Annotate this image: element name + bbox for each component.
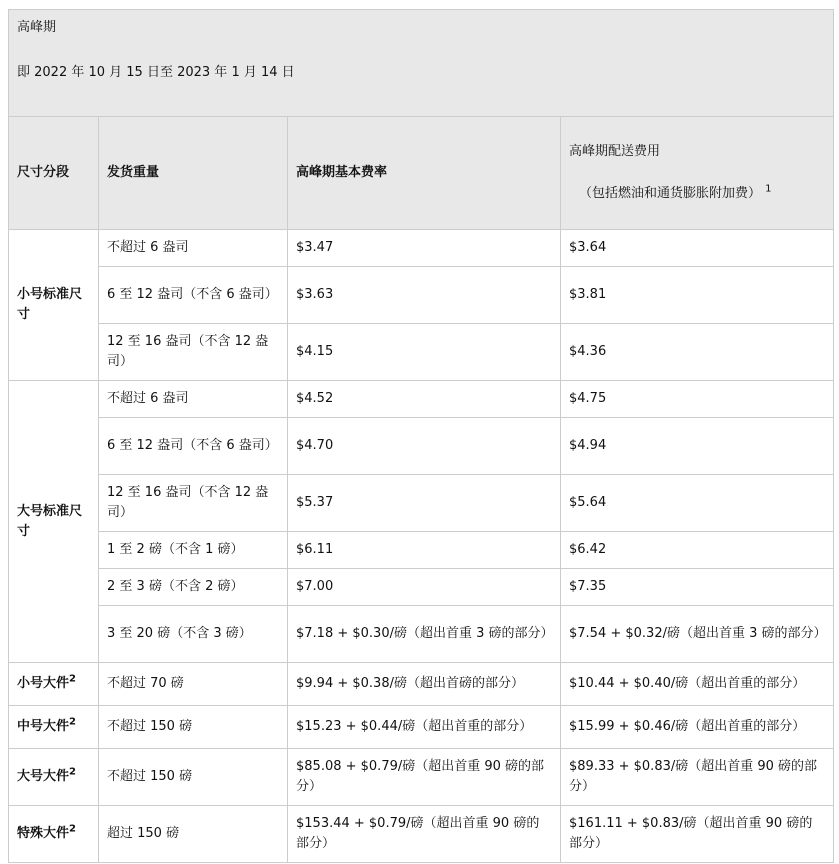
footnote-2: 2 [69,716,76,728]
table-row [9,267,834,324]
peak-fee-cell: $3.64 [561,230,834,267]
base-rate-cell: $4.70 [288,418,561,475]
weight-cell: 不超过 6 盎司 [99,230,288,267]
base-rate-cell: $153.44 + $0.79/磅（超出首重 90 磅的部分） [288,806,561,863]
peak-fee-cell: $6.42 [561,532,834,569]
header-peak-fee-subtitle [569,184,825,204]
peak-fee-cell: $4.36 [561,324,834,381]
peak-fee-table [8,9,834,863]
size-tier-label: 中号大件 [17,719,70,734]
weight-cell: 12 至 16 盎司（不含 12 盎司） [99,475,288,532]
base-rate-cell: $15.23 + $0.44/磅（超出首重的部分） [288,706,561,749]
weight-cell: 3 至 20 磅（不含 3 磅） [99,606,288,663]
period-title: 高峰期 [17,20,57,35]
size-tier-label: 大号大件 [17,769,70,784]
footnote-2: 2 [69,673,76,685]
base-rate-cell: $5.37 [288,475,561,532]
weight-cell: 6 至 12 盎司（不含 6 盎司） [99,418,288,475]
base-rate-cell: $85.08 + $0.79/磅（超出首重 90 磅的部分） [288,749,561,806]
peak-fee-cell: $7.54 + $0.32/磅（超出首重 3 磅的部分） [561,606,834,663]
size-tier-cell [9,230,99,381]
size-tier-cell [9,381,99,663]
table-row [9,418,834,475]
header-peak-fee-title: 高峰期配送费用 [569,144,661,159]
header-peak-fee [561,117,834,230]
table-row [9,324,834,381]
size-tier-cell [9,706,99,749]
table-row [9,381,834,418]
weight-cell: 2 至 3 磅（不含 2 磅） [99,569,288,606]
weight-cell: 不超过 150 磅 [99,749,288,806]
weight-cell: 1 至 2 磅（不含 1 磅） [99,532,288,569]
base-rate-cell: $4.52 [288,381,561,418]
size-tier-label: 小号标准尺寸 [17,287,83,322]
base-rate-cell: $7.18 + $0.30/磅（超出首重 3 磅的部分） [288,606,561,663]
table-row [9,706,834,749]
table-row [9,475,834,532]
weight-cell: 不超过 150 磅 [99,706,288,749]
period-row [9,10,834,117]
peak-fee-cell: $4.75 [561,381,834,418]
peak-fee-cell: $15.99 + $0.46/磅（超出首重的部分） [561,706,834,749]
peak-fee-cell: $5.64 [561,475,834,532]
base-rate-cell: $9.94 + $0.38/磅（超出首磅的部分） [288,663,561,706]
size-tier-label: 特殊大件 [17,826,70,841]
period-cell [9,10,834,117]
size-tier-label: 小号大件 [17,676,70,691]
header-peak-base-rate: 高峰期基本费率 [288,117,561,230]
table-row [9,606,834,663]
weight-cell: 超过 150 磅 [99,806,288,863]
peak-fee-cell: $89.33 + $0.83/磅（超出首重 90 磅的部分） [561,749,834,806]
weight-cell: 不超过 6 盎司 [99,381,288,418]
fee-table-container [8,9,833,863]
table-row [9,663,834,706]
base-rate-cell: $3.63 [288,267,561,324]
base-rate-cell: $4.15 [288,324,561,381]
size-tier-label: 大号标准尺寸 [17,503,83,539]
base-rate-cell: $3.47 [288,230,561,267]
weight-cell: 不超过 70 磅 [99,663,288,706]
footnote-1: 1 [765,183,772,195]
peak-fee-cell: $4.94 [561,418,834,475]
size-tier-cell [9,749,99,806]
fee-rows [9,230,834,863]
weight-cell: 12 至 16 盎司（不含 12 盎司） [99,324,288,381]
header-size-tier: 尺寸分段 [9,117,99,230]
header-weight: 发货重量 [99,117,288,230]
table-row [9,806,834,863]
table-row [9,230,834,267]
peak-fee-cell: $10.44 + $0.40/磅（超出首重的部分） [561,663,834,706]
header-row [9,117,834,230]
table-row [9,569,834,606]
size-tier-cell [9,806,99,863]
base-rate-cell: $7.00 [288,569,561,606]
table-row [9,749,834,806]
size-tier-cell [9,663,99,706]
peak-fee-cell: $161.11 + $0.83/磅（超出首重 90 磅的部分） [561,806,834,863]
table-row [9,532,834,569]
base-rate-cell: $6.11 [288,532,561,569]
weight-cell: 6 至 12 盎司（不含 6 盎司） [99,267,288,324]
footnote-2: 2 [69,766,76,778]
peak-fee-cell: $7.35 [561,569,834,606]
footnote-2: 2 [69,823,76,835]
header-peak-fee-surcharge: （包括燃油和通货膨胀附加费） [579,186,762,201]
peak-fee-cell: $3.81 [561,267,834,324]
period-dates: 即 2022 年 10 月 15 日至 2023 年 1 月 14 日 [17,65,295,80]
